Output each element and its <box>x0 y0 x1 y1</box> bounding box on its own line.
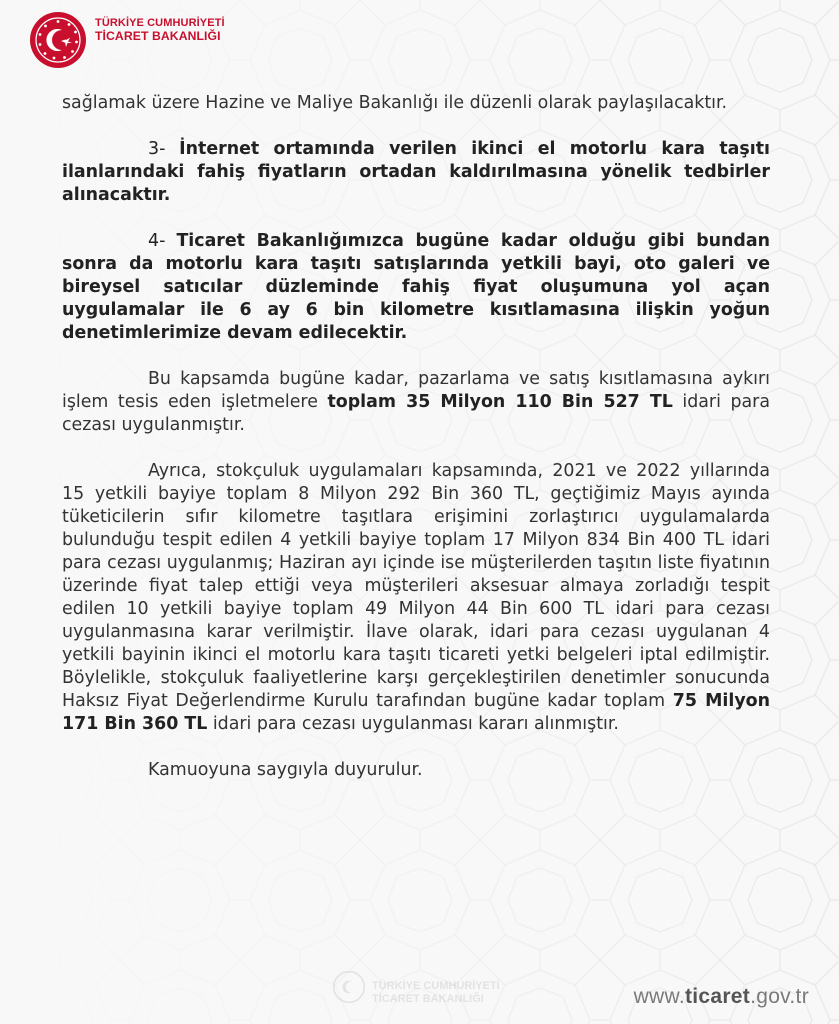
item-text: İnternet ortamında verilen ikinci el motorlu kara taşıtı ilanlarındaki fahiş fiyatların ortadan kaldırılmasına yönelik tedbirler alınacaktır. <box>62 139 770 205</box>
closing-line: Kamuoyuna saygıyla duyurulur. <box>148 760 423 780</box>
document-body <box>62 92 770 805</box>
text: Bu kapsamda bugüne kadar, pazarlama ve satış kısıtlamasına aykırı işlem tesis eden işletmelere <box>62 369 770 412</box>
text: idari para cezası uygulanmıştır. <box>62 392 770 435</box>
total-fine-amount: toplam 35 Milyon 110 Bin 527 TL <box>327 392 673 412</box>
watermark-line2: TİCARET BAKANLIĞI <box>372 993 484 1005</box>
text: Ayrıca, stokçuluk uygulamaları kapsamında, 2021 ve 2022 yıllarında 15 yetkili bayiye toplam 8 Milyon 292 Bin 360 TL, geçtiğimiz Mayıs ayında tüketicilerin sıfır kilometre taşıtlara erişimini zorlaştırıcı uygulamalarda bulunduğu tespit edilen 4 yetkili bayiye toplam 17 Milyon 834 Bin 400 TL idari para cezası uygulanmış; Haziran ayı içinde ise müşterilerden taşıtın liste fiyatının üzerinde fiyat talep ettiği veya müşterileri aksesuar almaya zorladığı tespit edilen 10 yetkili bayiye toplam 49 Milyon 44 Bin 600 TL idari para cezası uygulanmasına karar verilmiştir. İlave olarak, idari para cezası uygulanan 4 yetkili bayinin ikinci el motorlu kara taşıtı ticareti yetki belgeleri iptal edilmiştir. Böylelikle, stokçuluk faaliyetlerine karşı gerçekleştirilen denetimler sonucunda Haksız Fiyat Değerlendirme Kurulu tarafından bugüne kadar toplam <box>62 461 770 711</box>
paragraph-fines-2 <box>62 460 770 736</box>
footer-watermark-emblem-icon <box>332 970 366 1004</box>
text: idari para cezası uygulanması kararı alınmıştır. <box>207 714 619 734</box>
item-text: Ticaret Bakanlığımızca bugüne kadar olduğu gibi bundan sonra da motorlu kara taşıtı satışlarında yetkili bayi, oto galeri ve bireysel satıcılar düzleminde fahiş fiyat oluşumuna yol açan uygulamalar ile 6 ay 6 bin kilometre kısıtlamasına ilişkin yoğun denetimlerimize devam edilecektir. <box>62 231 770 343</box>
ministry-emblem-icon <box>28 10 88 70</box>
ministry-name-line1: TÜRKİYE CUMHURİYETİ <box>95 17 225 29</box>
paragraph-item-4 <box>62 230 770 345</box>
website-url[interactable] <box>634 985 809 1009</box>
total-fine-amount: 75 Milyon 171 Bin 360 TL <box>62 691 770 734</box>
ministry-name <box>95 17 225 43</box>
paragraph-1: sağlamak üzere Hazine ve Maliye Bakanlığı ile düzenli olarak paylaşılacaktır. <box>62 93 728 113</box>
paragraph-fines-1 <box>62 368 770 437</box>
item-number: 3- <box>148 139 180 159</box>
url-domain: ticaret <box>684 985 751 1008</box>
url-suffix: .gov.tr <box>750 985 809 1008</box>
ministry-name-line2: TİCARET BAKANLIĞI <box>95 29 221 43</box>
url-prefix: www. <box>633 985 685 1008</box>
paragraph-item-3 <box>62 138 770 207</box>
item-number: 4- <box>148 231 177 251</box>
footer-watermark-text <box>372 980 500 1006</box>
watermark-line1: TÜRKİYE CUMHURİYETİ <box>372 980 500 992</box>
